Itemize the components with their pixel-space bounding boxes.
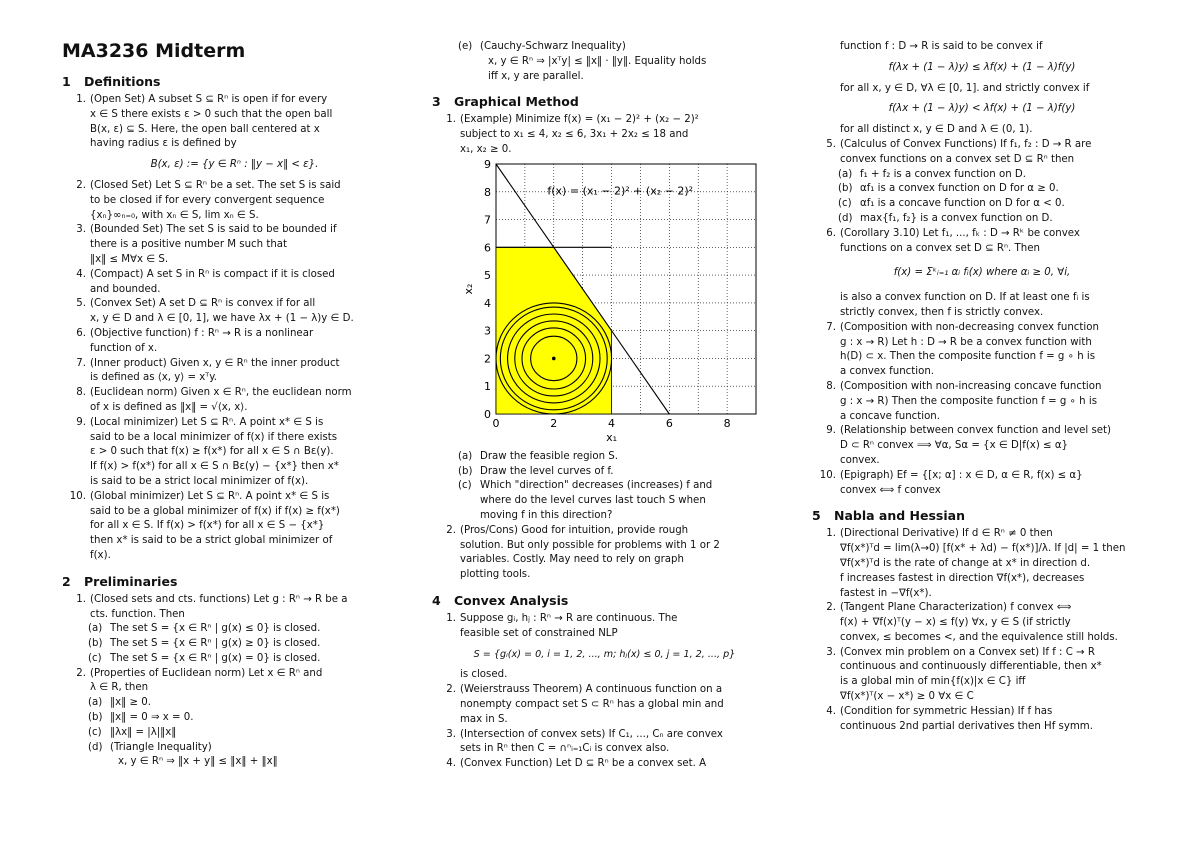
cauchy-schwarz-line-2: iff x, y are parallel. xyxy=(488,70,584,82)
item-number: 5. xyxy=(76,298,86,310)
definition-euclidean-norm xyxy=(62,386,407,416)
definition-open-set xyxy=(62,93,407,152)
chart-title: f(x) = (x₁ − 2)² + (x₂ − 2)² xyxy=(547,184,694,198)
x-axis-label: x₁ xyxy=(606,430,618,444)
item-line: (Properties of Euclidean norm) Let x ∈ Rⁿ and xyxy=(90,667,323,679)
item-line: (Pros/Cons) Good for intuition, provide rough xyxy=(460,524,689,536)
item-line: (Intersection of convex sets) If C₁, ..., Cₙ are convex xyxy=(460,728,723,740)
y-tick-label: 4 xyxy=(484,296,491,310)
item-line: sets in Rⁿ then C = ∩ⁿᵢ₌₁Cᵢ is convex also. xyxy=(460,743,670,755)
sub-item-letter: (c) xyxy=(838,198,852,210)
convex-function-definition xyxy=(432,757,777,772)
item-line: (Convex min problem on a Convex set) If f : C → R xyxy=(840,646,1095,658)
item-line: (Convex Set) A set D ⊆ Rⁿ is convex if for all xyxy=(90,298,316,310)
sub-item-text: f₁ + f₂ is a convex function on D. xyxy=(860,168,1026,180)
sub-item-text: αf₁ is a concave function on D for α < 0. xyxy=(860,198,1065,210)
definition-bounded-set xyxy=(62,223,407,267)
sub-item-letter: (d) xyxy=(88,741,103,753)
column-1 xyxy=(62,40,407,770)
sub-item-letter: (b) xyxy=(458,465,473,477)
sub-item-letter: (a) xyxy=(838,168,853,180)
item-line: having radius ε is defined by xyxy=(90,138,237,150)
item-line: (Compact) A set S in Rⁿ is compact if it is closed xyxy=(90,268,335,280)
calculus-convex-functions xyxy=(812,138,1152,168)
definition-convex-set xyxy=(62,297,407,327)
graphical-example-a xyxy=(432,450,777,465)
item-line: continuous and continuously differentiable, then x* xyxy=(840,661,1102,673)
convex-min-problem xyxy=(812,646,1152,705)
item-line: convex functions on a convex set D ⊆ Rⁿ then xyxy=(840,153,1075,165)
item-line: B(x, ε) ⊆ S. Here, the open ball centered at x xyxy=(90,123,320,135)
item-line: ∇f(x*)ᵀ(x − x*) ≥ 0 ∀x ∈ C xyxy=(840,691,974,703)
item-line: then x* is said to be a strict global minimizer of xyxy=(90,535,333,547)
item-line: (Weierstrauss Theorem) A continuous function on a xyxy=(460,684,723,696)
item-line: (Euclidean norm) Given x ∈ Rⁿ, the euclidean norm xyxy=(90,387,352,399)
sub-item-letter: (e) xyxy=(458,41,473,52)
item-line: there is a positive number M such that xyxy=(90,239,288,251)
item-line: variables. Costly. May need to rely on graph xyxy=(460,554,684,566)
item-line: f increases fastest in direction ∇f(x*), decreases xyxy=(840,572,1085,584)
item-number: 2. xyxy=(446,684,456,696)
graphical-example xyxy=(432,113,777,157)
item-line: ‖x‖ ≤ M∀x ∈ S. xyxy=(90,253,169,265)
corollary-end-2: strictly convex, then f is strictly convex. xyxy=(840,306,1044,318)
item-line: said to be a local minimizer of f(x) if there exists xyxy=(90,431,338,443)
y-tick-label: 5 xyxy=(484,268,491,282)
item-number: 2. xyxy=(76,179,86,191)
prelim-closed-sets-a xyxy=(62,622,407,637)
definition-inner-product xyxy=(62,357,407,387)
section-convex-analysis: 4 Convex Analysis xyxy=(432,592,569,608)
item-number: 5. xyxy=(826,138,836,150)
composition-nonincreasing xyxy=(812,380,1152,424)
item-line: f(x). xyxy=(90,549,111,561)
sub-item-text: max{f₁, f₂} is a convex function on D. xyxy=(860,212,1053,224)
item-line: (Composition with non-increasing concave function xyxy=(840,380,1102,392)
sub-item-text: The set S = {x ∈ Rⁿ | g(x) ≥ 0} is closed. xyxy=(110,638,321,650)
sub-item-text: The set S = {x ∈ Rⁿ | g(x) ≤ 0} is closed. xyxy=(110,623,321,635)
item-number: 6. xyxy=(826,227,836,239)
column-2 xyxy=(432,40,777,772)
item-number: 4. xyxy=(826,705,836,717)
item-line: fastest in −∇f(x*). xyxy=(840,587,932,599)
corollary-formula: f(x) = Σᵏᵢ₌₁ αᵢ fᵢ(x) where αᵢ ≥ 0, ∀i, xyxy=(893,267,1071,279)
item-line: h(D) ⊂ x. Then the composite function f = g ∘ h is xyxy=(840,351,1096,363)
sub-item-text: (Cauchy-Schwarz Inequality) xyxy=(480,41,626,52)
item-line: x ∈ S there exists ε > 0 such that the open ball xyxy=(90,108,333,120)
item-number: 1. xyxy=(446,114,456,126)
item-line: convex. xyxy=(840,454,880,466)
item-number: 7. xyxy=(826,321,836,333)
item-line: If f(x) > f(x*) for all x ∈ S ∩ Bε(y) − {x*} then x* xyxy=(90,461,339,473)
x-tick-label: 0 xyxy=(492,416,500,430)
item-number: 8. xyxy=(76,387,86,399)
item-line: convex ⟺ f convex xyxy=(840,484,941,496)
calculus-c xyxy=(812,197,1152,212)
tangent-plane xyxy=(812,601,1152,645)
sub-item-text: (Triangle Inequality) xyxy=(110,741,212,753)
item-line: ∇f(x*)ᵀd = lim(λ→0) [f(x* + λd) − f(x*)]/λ. If |d| = 1 then xyxy=(840,543,1126,555)
x-tick-label: 8 xyxy=(723,416,731,430)
prelim-norm-c xyxy=(62,726,407,741)
y-tick-label: 8 xyxy=(484,185,491,199)
y-tick-label: 3 xyxy=(484,324,491,338)
sub-item-text: αf₁ is a convex function on D for α ≥ 0. xyxy=(860,183,1059,195)
open-ball-formula: B(x, ε) := {y ∈ Rⁿ : ‖y − x‖ < ε}. xyxy=(150,159,319,171)
definition-closed-set xyxy=(62,179,407,223)
y-tick-label: 1 xyxy=(484,380,491,394)
sub-item-letter: (d) xyxy=(838,212,853,224)
document-title: MA3236 Midterm xyxy=(62,40,246,62)
x-tick-label: 4 xyxy=(608,416,616,430)
corollary-3-10 xyxy=(812,227,1152,257)
graphical-pros-cons xyxy=(432,524,777,583)
triangle-inequality-formula: x, y ∈ Rⁿ ⇒ ‖x + y‖ ≤ ‖x‖ + ‖x‖ xyxy=(118,756,278,768)
sub-item-text: ‖x‖ ≥ 0. xyxy=(110,697,151,709)
item-line: continuous 2nd partial derivatives then Hf symm. xyxy=(840,720,1093,732)
sub-item-letter: (c) xyxy=(88,652,102,664)
item-line: (Closed sets and cts. functions) Let g : Rⁿ → R be a xyxy=(90,593,348,605)
item-line: function of x. xyxy=(90,342,158,354)
item-line: (Local minimizer) Let S ⊆ Rⁿ. A point x* ∈ S is xyxy=(90,416,324,428)
item-line: (Example) Minimize f(x) = (x₁ − 2)² + (x₂ − 2)² xyxy=(460,114,699,126)
item-line: (Calculus of Convex Functions) If f₁, f₂ : D → R are xyxy=(840,138,1092,150)
item-line: plotting tools. xyxy=(460,569,531,581)
item-line: for all x ∈ S. If f(x) > f(x*) for all x ∈ S − {x*} xyxy=(90,520,325,532)
item-number: 9. xyxy=(826,425,836,437)
sub-item-text: The set S = {x ∈ Rⁿ | g(x) = 0} is closed. xyxy=(110,652,321,664)
convex-level-set xyxy=(812,424,1152,468)
sub-item-line: where do the level curves last touch S when xyxy=(480,495,706,507)
item-line: (Composition with non-decreasing convex function xyxy=(840,321,1099,333)
cauchy-schwarz-line-1: x, y ∈ Rⁿ ⇒ |xᵀy| ≤ ‖x‖ · ‖y‖. Equality holds xyxy=(488,55,707,67)
y-tick-label: 6 xyxy=(484,241,491,255)
item-number: 10. xyxy=(69,490,86,502)
item-line: ∇f(x*)ᵀd is the rate of change at x* in direction d. xyxy=(840,557,1091,569)
item-number: 1. xyxy=(826,528,836,540)
intersection-convex-sets xyxy=(432,728,777,758)
item-number: 10. xyxy=(819,469,836,481)
item-line: {xₙ}∞ₙ₌₀, with xₙ ∈ S, lim xₙ ∈ S. xyxy=(90,209,259,221)
definition-compact xyxy=(62,268,407,298)
item-number: 3. xyxy=(76,224,86,236)
strictly-convex-intro: for all x, y ∈ D, ∀λ ∈ [0, 1]. and strictly convex if xyxy=(840,82,1090,94)
feasible-set-closed: is closed. xyxy=(460,669,508,681)
item-number: 1. xyxy=(76,94,86,105)
item-line: (Relationship between convex function and level set) xyxy=(840,425,1111,437)
item-number: 9. xyxy=(76,416,86,428)
item-line: (Closed Set) Let S ⊆ Rⁿ be a set. The set S is said xyxy=(90,179,341,191)
item-number: 3. xyxy=(446,728,456,740)
item-line: Suppose gᵢ, hⱼ : Rⁿ → R are continuous. The xyxy=(460,612,678,624)
x-tick-label: 2 xyxy=(550,416,558,430)
item-line: x₁, x₂ ≥ 0. xyxy=(460,143,512,155)
item-number: 2. xyxy=(446,524,456,536)
item-line: a concave function. xyxy=(840,410,941,422)
graphical-example-b xyxy=(432,465,777,480)
item-line: x, y ∈ D and λ ∈ [0, 1], we have λx + (1 − λ)y ∈ D. xyxy=(90,313,354,325)
item-line: g : x → R) Then the composite function f = g ∘ h is xyxy=(840,395,1098,407)
prelim-closed-sets-c xyxy=(62,652,407,667)
calculus-d xyxy=(812,212,1152,227)
item-line: subject to x₁ ≤ 4, x₂ ≤ 6, 3x₁ + 2x₂ ≤ 18 and xyxy=(460,129,689,141)
item-number: 2. xyxy=(826,602,836,614)
item-number: 6. xyxy=(76,327,86,339)
item-line: cts. function. Then xyxy=(90,608,185,620)
sub-item-text: Draw the feasible region S. xyxy=(480,450,619,462)
sub-item-letter: (a) xyxy=(458,450,473,462)
item-number: 1. xyxy=(76,593,86,605)
corollary-end-1: is also a convex function on D. If at least one fᵢ is xyxy=(840,292,1090,304)
item-line: convex, ≤ becomes <, and the equivalence still holds. xyxy=(840,631,1118,643)
section-preliminaries: 2 Preliminaries xyxy=(62,573,178,589)
item-line: functions on a convex set D ⊆ Rⁿ. Then xyxy=(840,242,1040,254)
sub-item-text: ‖x‖ = 0 ⇒ x = 0. xyxy=(110,712,194,724)
item-line: λ ∈ R, then xyxy=(90,682,149,694)
y-tick-label: 7 xyxy=(484,213,491,227)
item-line: (Condition for symmetric Hessian) If f has xyxy=(840,705,1053,717)
item-number: 1. xyxy=(446,612,456,624)
prelim-norm-e xyxy=(432,40,777,55)
item-line: ε > 0 such that f(x) ≥ f(x*) for all x ∈ S ∩ Bε(y). xyxy=(90,446,334,458)
section-graphical-method: 3 Graphical Method xyxy=(432,94,579,110)
prelim-norm-d xyxy=(62,741,407,756)
item-line: (Convex Function) Let D ⊆ Rⁿ be a convex set. A xyxy=(460,758,707,770)
symmetric-hessian xyxy=(812,705,1152,735)
prelim-norm-b xyxy=(62,711,407,726)
y-tick-label: 0 xyxy=(484,407,491,421)
item-line: (Open Set) A subset S ⊆ Rⁿ is open if for every xyxy=(90,94,328,105)
sub-item-text: Draw the level curves of f. xyxy=(480,465,614,477)
item-line: (Directional Derivative) If d ∈ Rⁿ ≠ 0 then xyxy=(840,528,1053,540)
column-3 xyxy=(812,40,1152,734)
item-number: 7. xyxy=(76,357,86,369)
item-line: to be closed if for every convergent sequence xyxy=(90,194,325,206)
section-definitions: 1 Definitions xyxy=(62,74,161,89)
prelim-closed-sets xyxy=(62,593,407,623)
item-line: (Tangent Plane Characterization) f convex ⟺ xyxy=(840,602,1072,614)
item-line: feasible set of constrained NLP xyxy=(460,627,618,639)
y-tick-label: 9 xyxy=(484,159,491,171)
definition-local-minimizer xyxy=(62,416,407,490)
item-line: is a global min of min{f(x)|x ∈ C} iff xyxy=(840,676,1026,688)
sub-item-text: ‖λx‖ = |λ|‖x‖ xyxy=(110,726,177,738)
item-line: solution. But only possible for problems with 1 or 2 xyxy=(460,539,720,551)
item-line: said to be a global minimizer of f(x) if f(x) ≥ f(x*) xyxy=(90,505,340,517)
definition-global-minimizer xyxy=(62,490,407,564)
strict-convex-condition: for all distinct x, y ∈ D and λ ∈ (0, 1). xyxy=(840,124,1033,136)
y-axis-label: x₂ xyxy=(462,283,475,295)
composition-nondecreasing xyxy=(812,321,1152,380)
weierstrass-theorem xyxy=(432,683,777,727)
minimum-point xyxy=(552,356,556,360)
convex-function-continued: function f : D → R is said to be convex if xyxy=(840,41,1043,52)
item-line: f(x) + ∇f(x)ᵀ(y − x) ≤ f(y) ∀x, y ∈ S (if strictly xyxy=(840,617,1071,629)
prelim-norm-a xyxy=(62,696,407,711)
item-number: 8. xyxy=(826,380,836,392)
sub-item-line: Which "direction" decreases (increases) f and xyxy=(480,480,713,492)
sub-item-letter: (a) xyxy=(88,697,103,709)
section-nabla-hessian: 5 Nabla and Hessian xyxy=(812,508,965,524)
item-number: 2. xyxy=(76,667,86,679)
item-line: max in S. xyxy=(460,713,508,725)
definition-objective-function xyxy=(62,327,407,357)
item-line: and bounded. xyxy=(90,283,161,295)
sub-item-letter: (b) xyxy=(88,638,103,650)
item-line: (Bounded Set) The set S is said to be bounded if xyxy=(90,224,337,236)
y-tick-label: 2 xyxy=(484,352,491,366)
sub-item-letter: (a) xyxy=(88,623,103,635)
strict-convex-inequality: f(λx + (1 − λ)y) < λf(x) + (1 − λ)f(y) xyxy=(888,103,1076,115)
convex-feasible-set xyxy=(432,612,777,642)
sub-item-letter: (c) xyxy=(88,726,102,738)
item-line: a convex function. xyxy=(840,366,935,378)
item-line: is said to be a strict local minimizer of f(x). xyxy=(90,475,309,487)
item-line: nonempty compact set S ⊂ Rⁿ has a global min and xyxy=(460,698,724,710)
item-line: is defined as ⟨x, y⟩ = xᵀy. xyxy=(90,372,218,384)
item-line: (Inner product) Given x, y ∈ Rⁿ the inner product xyxy=(90,357,340,369)
sub-item-letter: (c) xyxy=(458,480,472,492)
prelim-closed-sets-b xyxy=(62,637,407,652)
graphical-example-c xyxy=(432,479,777,523)
item-line: (Global minimizer) Let S ⊆ Rⁿ. A point x* ∈ S is xyxy=(90,490,330,502)
sub-item-line: moving f in this direction? xyxy=(480,509,613,521)
item-line: of x is defined as ‖x‖ = √⟨x, x⟩. xyxy=(90,401,248,413)
calculus-a xyxy=(812,168,1152,183)
convex-inequality: f(λx + (1 − λ)y) ≤ λf(x) + (1 − λ)f(y) xyxy=(888,61,1076,73)
x-tick-label: 6 xyxy=(665,416,673,430)
prelim-norm-properties xyxy=(62,667,407,697)
item-line: (Epigraph) Ef = {[x; α] : x ∈ D, α ∈ R, f(x) ≤ α} xyxy=(840,469,1083,481)
sub-item-letter: (b) xyxy=(838,183,853,195)
directional-derivative xyxy=(812,527,1152,601)
item-number: 4. xyxy=(76,268,86,280)
sub-item-letter: (b) xyxy=(88,712,103,724)
epigraph xyxy=(812,469,1152,499)
feasible-set-formula: S = {gᵢ(x) = 0, i = 1, 2, ..., m; hⱼ(x) ≤ 0, j = 1, 2, ..., p} xyxy=(473,648,736,660)
item-number: 3. xyxy=(826,646,836,658)
item-line: g : x → R) Let h : D → R be a convex function with xyxy=(840,336,1092,348)
calculus-b xyxy=(812,182,1152,197)
item-line: (Objective function) f : Rⁿ → R is a nonlinear xyxy=(90,327,314,339)
feasible-region-chart xyxy=(454,160,774,450)
item-line: D ⊂ Rⁿ convex ⟹ ∀α, Sα = {x ∈ D|f(x) ≤ α} xyxy=(840,440,1069,452)
item-number: 4. xyxy=(446,758,456,770)
item-line: (Corollary 3.10) Let f₁, ..., fₖ : D → Rᵏ be convex xyxy=(840,227,1080,239)
